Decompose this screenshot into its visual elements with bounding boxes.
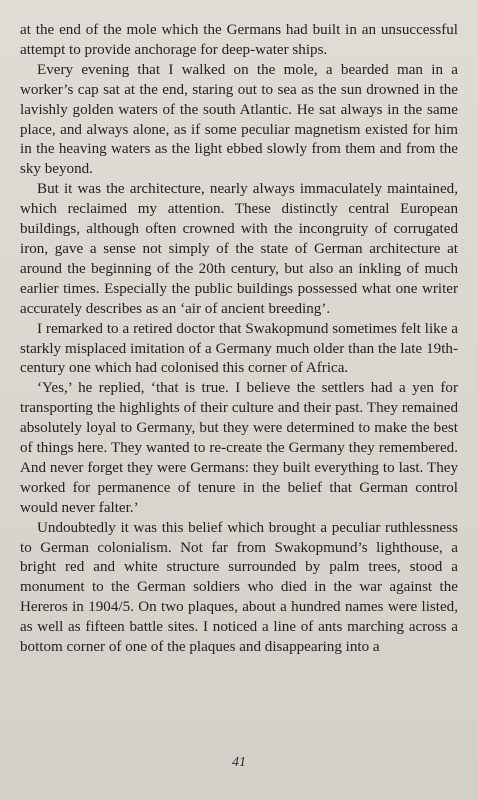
paragraph-doctor-reply: ‘Yes,’ he replied, ‘that is true. I believe the settlers had a yen for transporting the highlights of their culture and their past. They remained absolutely loyal to Germany, but they were determined to make the best of things here. They wanted to re-create the Germany they remembered. And never forget they were Germans: they built everything to last. They worked for permanence of tenure in the belief that German control would never falter.’ [20, 380, 458, 516]
paragraph-bearded-man: Every evening that I walked on the mole, a bearded man in a worker’s cap sat at the end, staring out to sea as the sun drowned in the lavishly golden waters of the south Atlantic. He sat always in the same place, and always alone, as if some peculiar magnetism existed for him in the heaving waters as the light ebbed slowly from them and from the sky beyond. [20, 61, 458, 178]
paragraph-colonialism: Undoubtedly it was this belief which brought a peculiar ruthlessness to German colonialism. Not far from Swakopmund’s lighthouse, a bright red and white structure surrounded by palm trees, stood a monument to the German soldiers who died in the war against the Hereros in 1904/5. On two plaques, about a hundred names were listed, as well as fifteen battle sites. I noticed a line of ants marching across a bottom corner of one of the plaques and disappearing into a [20, 519, 458, 656]
page-number: 41 [232, 755, 246, 770]
paragraph-architecture: But it was the architecture, nearly always immaculately maintained, which reclaimed my attention. These distinctly central European buildings, although often crowned with the incongruity of corrugated iron, gave a sense not simply of the state of German architecture at around the beginning of the 20th century, but also an inkling of much earlier times. Especially the public buildings possessed what one writer accurately describes as an ‘air of ancient breeding’. [20, 181, 458, 317]
paragraph-continued: at the end of the mole which the Germans had built in an unsuccessful attempt to provide anchorage for deep-water ships. [20, 22, 458, 58]
body-text [20, 21, 458, 658]
paragraph-retired-doctor: I remarked to a retired doctor that Swakopmund sometimes felt like a starkly misplaced imitation of a Germany much older than the late 19th-century one which had colonised this corner of Africa. [20, 320, 458, 377]
